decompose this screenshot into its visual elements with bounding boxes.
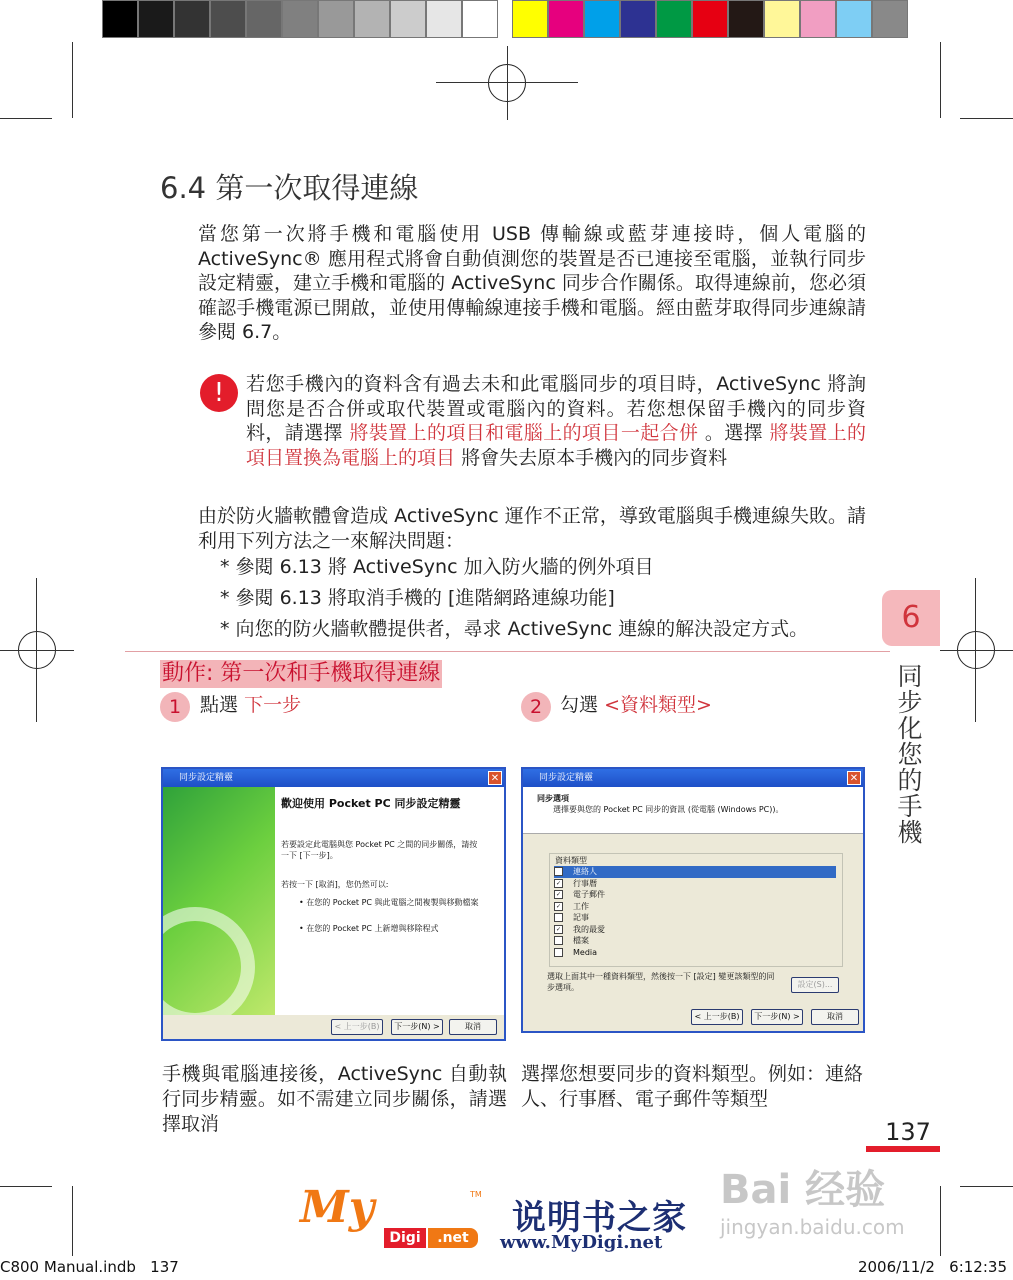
chapter-label-char: 化 [897, 714, 923, 743]
gray-swatch [246, 0, 282, 38]
options-heading: 同步選項 [537, 794, 569, 803]
color-swatch [728, 0, 764, 38]
firewall-list [178, 552, 900, 645]
registration-line [507, 46, 508, 120]
gray-swatch [318, 0, 354, 38]
caption-welcome: 手機與電腦連接後，ActiveSync 自動執行同步精靈。如不需建立同步關係，請選擇取消 [162, 1063, 507, 1135]
logo-url: www.MyDigi.net [500, 1232, 663, 1253]
note-part1: 若您手機內的資料含有過去未和此電腦同步的項目時，ActiveSync 將詢問您是否合併或取代裝置或電腦內的資料。若您想保留手機內的同步資料，請選擇 [246, 373, 866, 444]
category-label: 我的最愛 [573, 924, 605, 934]
step-1-text [200, 690, 301, 717]
logo-cn-title: 说明书之家 [512, 1198, 687, 1238]
close-icon[interactable]: ✕ [847, 771, 861, 785]
category-list [554, 866, 836, 958]
category-label: 電子郵件 [573, 890, 605, 899]
checkbox-icon[interactable] [554, 948, 563, 957]
checkbox-icon[interactable] [554, 936, 563, 945]
wizard-graphic [163, 787, 275, 1015]
mydigi-logo [292, 1182, 722, 1258]
step-2-prefix: 勾選 [560, 694, 599, 716]
gray-swatch [462, 0, 498, 38]
registration-line [975, 578, 976, 722]
step-1-badge: 1 [160, 692, 190, 722]
crop-mark [0, 1186, 52, 1187]
registration-line [0, 650, 74, 651]
gray-swatch [138, 0, 174, 38]
crop-mark [72, 42, 73, 118]
color-swatch [872, 0, 908, 38]
cancel-button[interactable]: 取消 [811, 1009, 859, 1025]
logo-my: My [300, 1182, 375, 1233]
firewall-list-item: * 向您的防火牆軟體提供者，尋求 ActiveSync 連線的解決設定方式。 [220, 618, 809, 640]
crop-mark [0, 118, 52, 119]
gray-swatch [210, 0, 246, 38]
page-number: 137 [885, 1118, 931, 1146]
color-swatch [584, 0, 620, 38]
chapter-label [896, 664, 924, 846]
category-label: 連絡人 [573, 867, 597, 876]
logo-net: .net [428, 1228, 478, 1248]
caption-sync-options: 選擇您想要同步的資料類型。例如：連絡人、行事曆、電子郵件等類型 [521, 1063, 864, 1110]
color-swatch [656, 0, 692, 38]
section-title: 6.4 第一次取得連線 [160, 171, 419, 205]
gray-swatch [174, 0, 210, 38]
chapter-number: 6 [901, 600, 921, 635]
checkbox-icon[interactable]: ✓ [555, 925, 562, 933]
chapter-label-char: 手 [897, 792, 923, 821]
wizard-body2: 若按一下 [取消]，您仍然可以: [281, 880, 389, 889]
category-label: 記事 [573, 913, 589, 922]
baidu-watermark [720, 1140, 960, 1240]
color-swatch [620, 0, 656, 38]
settings-button[interactable]: 設定(S)... [791, 977, 839, 993]
chapter-label-char: 的 [897, 766, 923, 795]
section-divider [125, 651, 890, 652]
step-1-target: 下一步 [244, 694, 302, 716]
wizard-body1: 若要設定此電腦與您 Pocket PC 之間的同步關係，請按一下 [下一步]。 [281, 840, 478, 860]
color-swatch [512, 0, 548, 38]
window-title: 同步設定精靈 [179, 773, 234, 783]
checkbox-icon[interactable]: ✓ [555, 879, 562, 887]
crop-mark [940, 42, 941, 118]
step-1-prefix: 點選 [200, 694, 239, 716]
intro-paragraph: 當您第一次將手機和電腦使用 USB 傳輸線或藍芽連接時，個人電腦的 ActiveSync® 應用程式將會自動偵測您的裝置是否已連接至電腦，並執行同步設定精靈，建立手機和電腦的 ActiveSync 同步合作關係。取得連線前，您必須確認手機電源已開啟，並使用傳輸線連接手機和電腦。經由藍芽取得同步連線請參閱 6.7。 [198, 223, 866, 343]
warning-icon-glyph: ! [213, 378, 225, 408]
gray-swatch [102, 0, 138, 38]
window-title: 同步設定精靈 [539, 773, 594, 783]
firewall-list-item: * 參閱 6.13 將 ActiveSync 加入防火牆的例外項目 [220, 556, 654, 578]
checkbox-icon[interactable]: ✓ [555, 891, 562, 898]
watermark-brand: Bai 经验 [720, 1167, 886, 1213]
category-item[interactable] [554, 866, 836, 878]
wizard-heading: 歡迎使用 Pocket PC 同步設定精靈 [281, 797, 461, 810]
category-item[interactable] [554, 901, 836, 913]
gray-swatch [390, 0, 426, 38]
crop-mark [960, 118, 1013, 119]
sync-arrow-icon [163, 907, 255, 1015]
note-text [246, 372, 866, 470]
crop-mark [960, 1186, 1013, 1187]
category-item[interactable] [554, 935, 836, 947]
category-group [549, 853, 843, 967]
options-header [523, 787, 863, 834]
chapter-label-char: 您 [897, 740, 923, 769]
screenshot-welcome-wizard [161, 767, 506, 1041]
category-item[interactable] [554, 912, 836, 924]
window-titlebar [163, 769, 504, 787]
screenshot-sync-options [521, 767, 865, 1033]
chapter-label-char: 同 [897, 662, 923, 691]
close-icon[interactable]: ✕ [488, 771, 502, 785]
next-button[interactable]: 下一步(N) > [391, 1019, 443, 1035]
wizard-bullet: • 在您的 Pocket PC 上新增與移除程式 [299, 924, 439, 933]
action-heading: 動作: 第一次和手機取得連線 [162, 661, 441, 686]
window-titlebar [523, 769, 863, 787]
gray-swatch [426, 0, 462, 38]
gray-swatch [354, 0, 390, 38]
chapter-label-char: 步 [897, 688, 923, 717]
step-2-text [560, 690, 712, 717]
note-part2: 。選擇 [704, 422, 763, 444]
logo-tm: TM [470, 1190, 482, 1199]
note-replace-option: 將裝置上的項目置換為電腦上的項目 [246, 422, 866, 469]
step-2-target: <資料類型> [604, 694, 712, 716]
wizard-bullet-text: 在您的 Pocket PC 與此電腦之間複製與移動檔案 [306, 898, 479, 907]
color-swatch [692, 0, 728, 38]
cancel-button[interactable]: 取消 [449, 1019, 497, 1035]
registration-line [940, 650, 1013, 651]
color-swatch [836, 0, 872, 38]
options-subheading: 選擇要與您的 Pocket PC 同步的資訊 (從電腦 (Windows PC))。 [553, 805, 784, 814]
next-button[interactable]: 下一步(N) > [751, 1009, 803, 1025]
footer-left: C800 Manual.indb 137 [0, 1258, 179, 1276]
category-item[interactable] [554, 889, 836, 901]
crop-mark [72, 1186, 73, 1256]
firewall-paragraph: 由於防火牆軟體會造成 ActiveSync 運作不正常，導致電腦與手機連線失敗。請利用下列方法之一來解決問題： [198, 505, 866, 552]
footer-right: 2006/11/2 6:12:35 [857, 1258, 1007, 1276]
checkbox-icon[interactable] [554, 913, 563, 922]
options-footer-text: 選取上面其中一種資料類型，然後按一下 [設定] 變更該類型的同步選項。 [547, 972, 775, 992]
gray-swatch [282, 0, 318, 38]
wizard-bullet: • 在您的 Pocket PC 與此電腦之間複製與移動檔案 [299, 898, 479, 907]
back-button[interactable]: < 上一步(B) [331, 1019, 383, 1035]
color-swatch [800, 0, 836, 38]
category-label: Media [573, 947, 598, 957]
category-label: 行事曆 [573, 878, 597, 888]
category-label: 工作 [573, 901, 589, 911]
note-part3: 將會失去原本手機內的同步資料 [461, 446, 728, 469]
back-button[interactable]: < 上一步(B) [691, 1009, 743, 1025]
category-group-label: 資料類型 [555, 856, 587, 865]
color-swatch [764, 0, 800, 38]
registration-line [36, 578, 37, 722]
category-label: 檔案 [573, 936, 589, 945]
chapter-label-char: 機 [897, 818, 923, 847]
checkbox-icon[interactable]: ✓ [555, 868, 562, 875]
color-swatch [548, 0, 584, 38]
category-item[interactable] [554, 878, 836, 890]
wizard-content [275, 787, 504, 1015]
watermark-url: jingyan.baidu.com [720, 1215, 905, 1239]
warning-icon [200, 374, 238, 412]
logo-digi: Digi [384, 1228, 426, 1248]
chapter-tab [882, 590, 940, 646]
category-item[interactable] [554, 924, 836, 936]
note-merge-option: 將裝置上的項目和電腦上的項目一起合併 [349, 422, 699, 444]
category-item[interactable] [554, 947, 836, 959]
step-2-badge: 2 [521, 692, 551, 722]
wizard-bullet-text: 在您的 Pocket PC 上新增與移除程式 [306, 924, 439, 933]
checkbox-icon[interactable]: ✓ [555, 902, 562, 910]
firewall-list-item: * 參閱 6.13 將取消手機的 [進階網路連線功能] [220, 587, 615, 609]
